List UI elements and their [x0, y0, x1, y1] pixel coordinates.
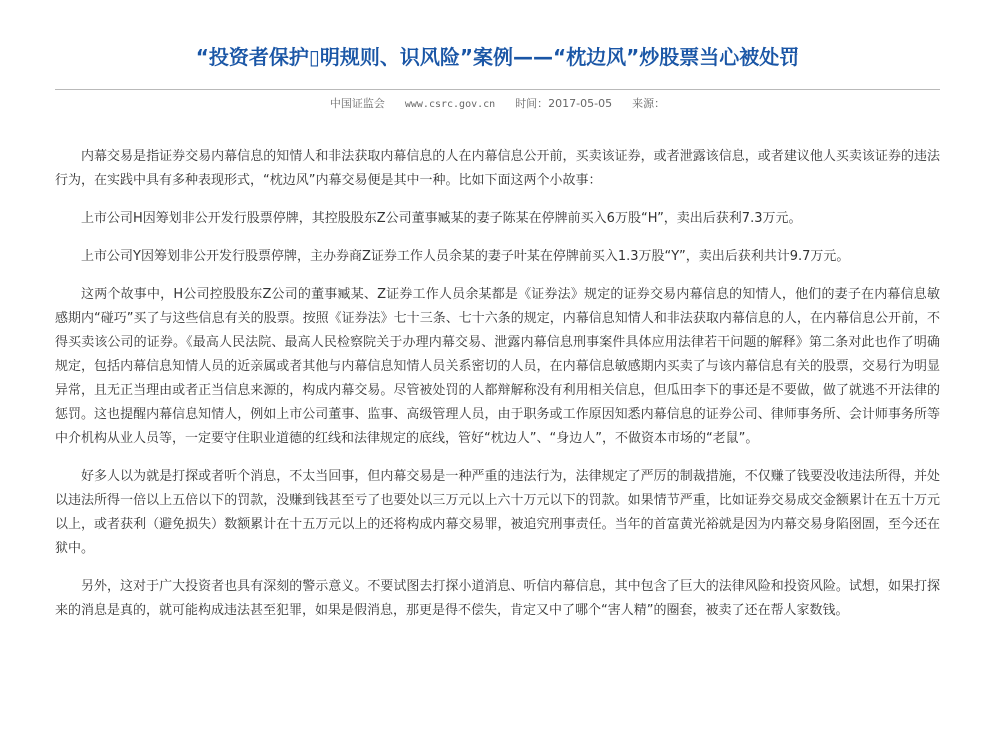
title-divider	[55, 89, 940, 90]
meta-time: 时间：2017-05-05	[515, 97, 613, 110]
paragraph-case-h: 上市公司H因筹划非公开发行股票停牌，其控股股东Z公司董事臧某的妻子陈某在停牌前买入6万股“H”，卖出后获利7.3万元。	[81, 211, 802, 226]
paragraph-intro: 内幕交易是指证券交易内幕信息的知情人和非法获取内幕信息的人在内幕信息公开前，买卖该证券，或者泄露该信息，或者建议他人买卖该证券的违法行为，在实践中具有多种表现形式，“枕边风”内幕交易便是其中一种。比如下面这两个小故事：	[55, 149, 940, 188]
article-container	[55, 0, 940, 112]
meta-origin: 来源：	[632, 97, 666, 110]
paragraph-warning: 另外，这对于广大投资者也具有深刻的警示意义。不要试图去打探小道消息、听信内幕信息，其中包含了巨大的法律风险和投资风险。试想，如果打探来的消息是真的，就可能构成违法甚至犯罪，如果是假消息，那更是得不偿失，肯定又中了哪个“害人精”的圈套，被卖了还在帮人家数钱。	[55, 579, 940, 618]
paragraph-penalties: 好多人以为就是打探或者听个消息，不太当回事，但内幕交易是一种严重的违法行为，法律规定了严厉的制裁措施，不仅赚了钱要没收违法所得，并处以违法所得一倍以上五倍以下的罚款，没赚到钱甚至亏了也要处以三万元以上六十万元以下的罚款。如果情节严重，比如证券交易成交金额累计在五十万元以上，或者获利（避免损失）数额累计在十五万元以上的还将构成内幕交易罪，被追究刑事责任。当年的首富黄光裕就是因为内幕交易身陷囹圄，至今还在狱中。	[55, 469, 940, 556]
article-meta	[55, 96, 940, 112]
article-title: “投资者保护▯明规则、识风险”案例——“枕边风”炒股票当心被处罚	[195, 45, 800, 69]
meta-site[interactable]: www.csrc.gov.cn	[404, 99, 496, 110]
paragraph-case-y: 上市公司Y因筹划非公开发行股票停牌，主办券商Z证券工作人员余某的妻子叶某在停牌前买入1.3万股“Y”，卖出后获利共计9.7万元。	[81, 249, 850, 264]
meta-source: 中国证监会	[329, 97, 385, 110]
paragraph-analysis: 这两个故事中，H公司控股股东Z公司的董事臧某、Z证券工作人员余某都是《证券法》规定的证券交易内幕信息的知情人，他们的妻子在内幕信息敏感期内“碰巧”买了与这些信息有关的股票。按照《证券法》七十三条、七十六条的规定，内幕信息知情人和非法获取内幕信息的人，在内幕信息公开前，不得买卖该公司的证券。《最高人民法院、最高人民检察院关于办理内幕交易、泄露内幕信息刑事案件具体应用法律若干问题的解释》第二条对此也作了明确规定，包括内幕信息知情人员的近亲属或者其他与内幕信息知情人员关系密切的人员，在内幕信息敏感期内买卖了与该内幕信息有关的股票，交易行为明显异常，且无正当理由或者正当信息来源的，构成内幕交易。尽管被处罚的人都辩解称没有利用相关信息，但瓜田李下的事还是不要做，做了就逃不开法律的惩罚。这也提醒内幕信息知情人，例如上市公司董事、监事、高级管理人员，由于职务或工作原因知悉内幕信息的证券公司、律师事务所、会计师事务所等中介机构从业人员等，一定要守住职业道德的红线和法律规定的底线，管好“枕边人”、“身边人”，不做资本市场的“老鼠”。	[55, 287, 940, 446]
article-body	[55, 145, 940, 637]
